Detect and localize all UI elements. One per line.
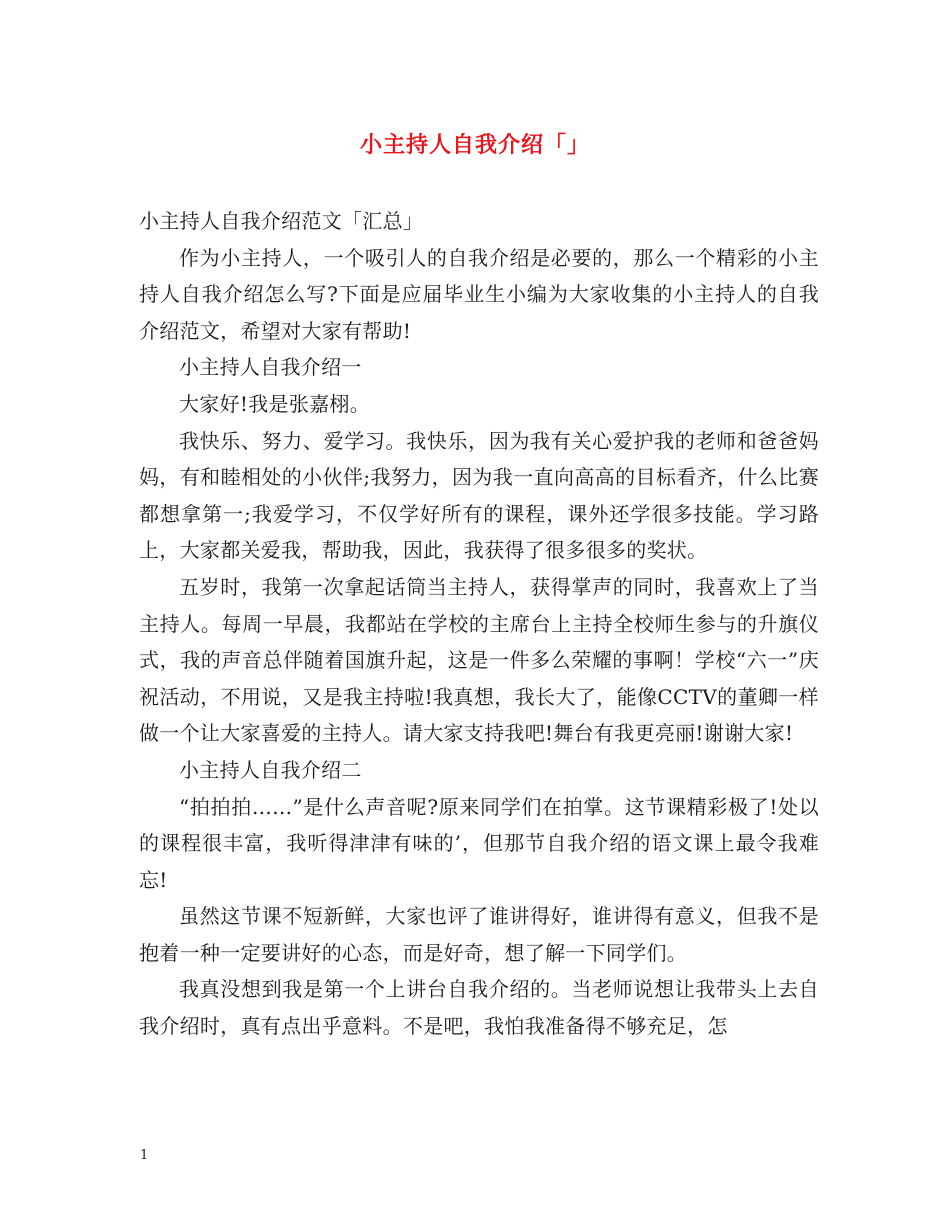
section-heading-one: 小主持人自我介绍一 <box>179 355 362 380</box>
body-paragraph: 我快乐、努力、爱学习。我快乐，因为我有关心爱护我的老师和爸爸妈妈，有和睦相处的小伙伴;我努力，因为我一直向高高的目标看齐，什么比赛都想拿第一;我爱学习，不仅学好所有的课程，课外还学很多技能。学习路上，大家都关爱我，帮助我，因此，我获得了很多很多的奖状。 <box>139 428 819 563</box>
greeting-paragraph: 大家好!我是张嘉栩。 <box>179 391 371 416</box>
body-paragraph: 我真没想到我是第一个上讲台自我介绍的。当老师说想让我带头上去自我介绍时，真有点出乎意料。不是吧，我怕我准备得不够充足，怎 <box>139 977 819 1039</box>
body-paragraph: “拍拍拍……”是什么声音呢?原来同学们在拍掌。这节课精彩极了!处以的课程很丰富，我听得津津有味的’，但那节自我介绍的语文课上最令我难忘! <box>139 794 819 892</box>
page-number: 1 <box>140 1148 149 1163</box>
section-heading-two: 小主持人自我介绍二 <box>179 757 362 782</box>
document-body <box>139 203 819 1045</box>
subtitle-paragraph: 小主持人自我介绍范文「汇总」 <box>139 209 424 233</box>
body-paragraph: 虽然这节课不短新鲜，大家也评了谁讲得好，谁讲得有意义，但我不是抱着一种一定要讲好的心态，而是好奇，想了解一下同学们。 <box>139 904 819 965</box>
body-paragraph: 五岁时，我第一次拿起话筒当主持人，获得掌声的同时，我喜欢上了当主持人。每周一早晨，我都站在学校的主席台上主持全校师生参与的升旗仪式，我的声音总伴随着国旗升起，这是一件多么荣耀的事啊！学校“六一”庆祝活动，不用说，又是我主持啦!我真想，我长大了，能像CCTV的董卿一样做一个让大家喜爱的主持人。请大家支持我吧!舞台有我更亮丽!谢谢大家! <box>139 574 819 746</box>
document-title: 小主持人自我介绍「」 <box>359 132 590 158</box>
intro-paragraph: 作为小主持人，一个吸引人的自我介绍是必要的，那么一个精彩的小主持人自我介绍怎么写?下面是应届毕业生小编为大家收集的小主持人的自我介绍范文，希望对大家有帮助! <box>139 245 819 343</box>
